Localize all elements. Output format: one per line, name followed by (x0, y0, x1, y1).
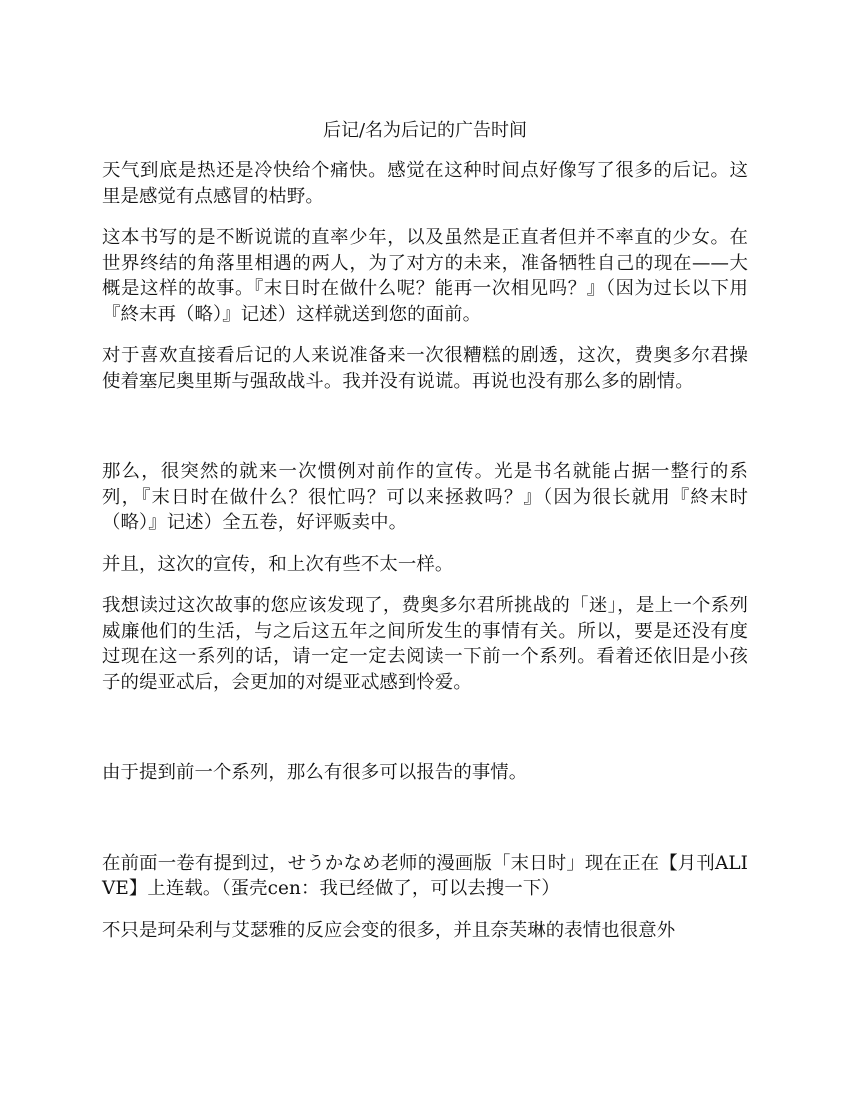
document-page (102, 118, 748, 959)
section-gap (102, 410, 748, 459)
paragraph-2: 这本书写的是不断说谎的直率少年，以及虽然是正直者但并不率直的少女。在世界终结的角落里相遇的两人，为了对方的未来，准备牺牲自己的现在——大概是这样的故事。『末日时在做什么呢？能再一次相见吗？』（因为过长以下用『終末再（略）』记述）这样就送到您的面前。 (102, 227, 748, 325)
paragraph-8: 在前面一卷有提到过，せうかなめ老师的漫画版「末日时」现在正在【月刊ALIVE】上连载。（蛋壳cen：我已经做了，可以去搜一下） (102, 852, 748, 899)
paragraph-9: 不只是珂朵利与艾瑟雅的反应会变的很多，并且奈芙琳的表情也很意外 (102, 919, 676, 941)
paragraph-6: 我想读过这次故事的您应该发现了，费奥多尔君所挑战的「迷」，是上一个系列威廉他们的生活，与之后这五年之间所发生的事情有关。所以，要是还没有度过现在这一系列的话，请一定一定去阅读一下前一个系列。看着还依旧是小孩子的缇亚忒后，会更加的对缇亚忒感到怜爱。 (102, 595, 748, 693)
section-gap (102, 711, 748, 760)
document-title: 后记/名为后记的广告时间 (322, 120, 528, 141)
paragraph-7: 由于提到前一个系列，那么有很多可以报告的事情。 (102, 762, 528, 783)
paragraph-4: 那么，很突然的就来一次惯例对前作的宣传。光是书名就能占据一整行的系列，『末日时在做什么？很忙吗？可以来拯救吗？』（因为很长就用『終末时（略）』记述）全五卷，好评贩卖中。 (102, 461, 748, 533)
paragraph-5: 并且，这次的宣传，和上次有些不太一样。 (102, 553, 454, 575)
paragraph-1: 天气到底是热还是冷快给个痛快。感觉在这种时间点好像写了很多的后记。这里是感觉有点感冒的枯野。 (102, 160, 748, 207)
paragraph-3: 对于喜欢直接看后记的人来说准备来一次很糟糕的剧透，这次，费奥多尔君操使着塞尼奥里斯与强敌战斗。我并没有说谎。再说也没有那么多的剧情。 (102, 345, 748, 392)
section-gap (102, 802, 748, 851)
